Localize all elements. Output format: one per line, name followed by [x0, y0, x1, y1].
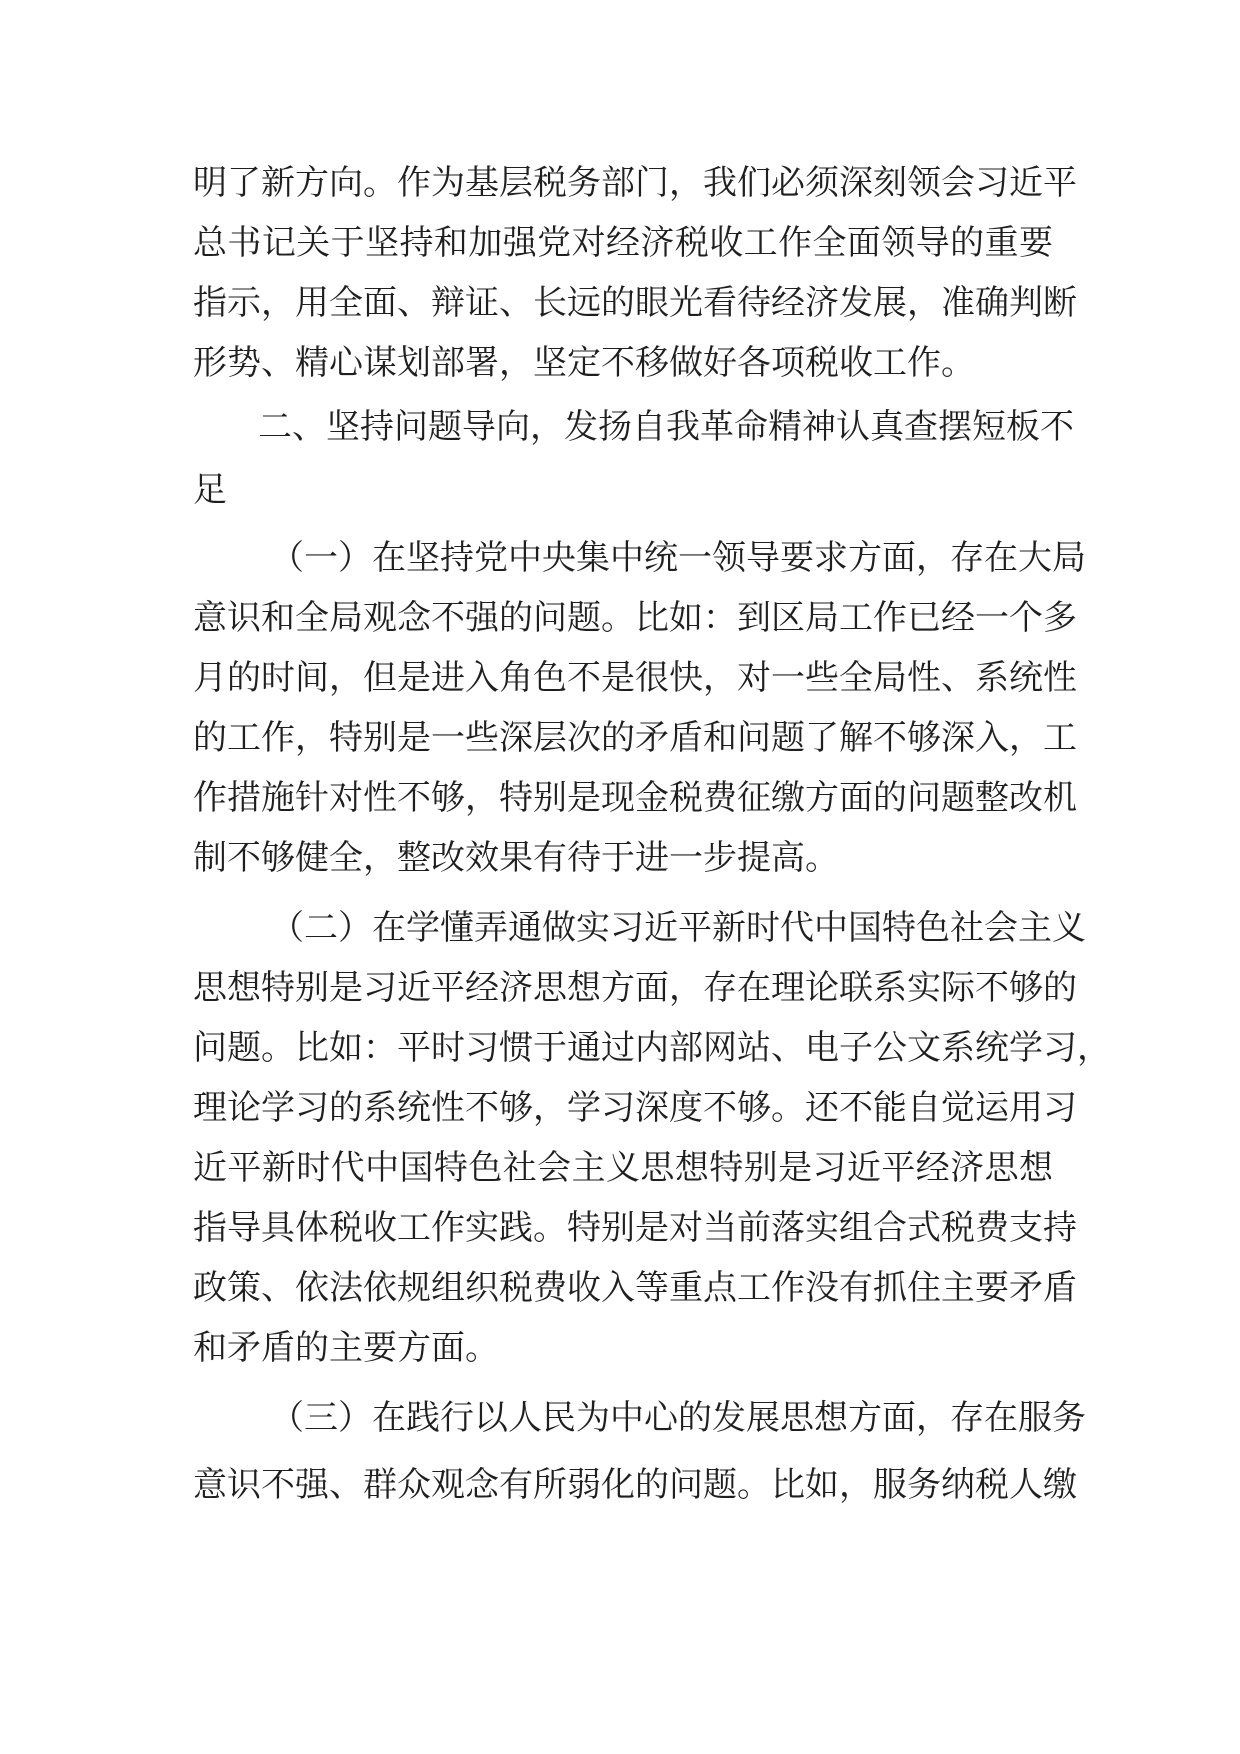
text-line: 总书记关于坚持和加强党对经济税收工作全面领导的重要: [193, 223, 1053, 263]
text-line: 指示，用全面、辩证、长远的眼光看待经济发展，准确判断: [193, 283, 1077, 323]
text-line: 和矛盾的主要方面。: [193, 1328, 499, 1368]
text-line: 的工作，特别是一些深层次的矛盾和问题了解不够深入，工: [193, 718, 1077, 758]
text-line: 意识不强、群众观念有所弱化的问题。比如，服务纳税人缴: [193, 1465, 1077, 1505]
text-line: 政策、依法依规组织税费收入等重点工作没有抓住主要矛盾: [193, 1268, 1077, 1308]
text-line: 意识和全局观念不强的问题。比如：到区局工作已经一个多: [193, 598, 1077, 638]
text-line: 明了新方向。作为基层税务部门，我们必须深刻领会习近平: [193, 163, 1077, 203]
text-line: 月的时间，但是进入角色不是很快，对一些全局性、系统性: [193, 658, 1077, 698]
paragraph-start: （一）在坚持党中央集中统一领导要求方面，存在大局: [270, 538, 1086, 578]
paragraph-start: （三）在践行以人民为中心的发展思想方面，存在服务: [270, 1398, 1086, 1438]
paragraph-start: （二）在学懂弄通做实习近平新时代中国特色社会主义: [270, 908, 1086, 948]
section-heading: 二、坚持问题导向，发扬自我革命精神认真查摆短板不: [258, 407, 1074, 447]
text-line: 问题。比如：平时习惯于通过内部网站、电子公文系统学习，: [193, 1028, 1111, 1068]
text-line: 制不够健全，整改效果有待于进一步提高。: [193, 838, 839, 878]
text-line: 指导具体税收工作实践。特别是对当前落实组合式税费支持: [193, 1208, 1077, 1248]
section-heading-continuation: 足: [193, 470, 227, 510]
text-line: 理论学习的系统性不够，学习深度不够。还不能自觉运用习: [193, 1088, 1077, 1128]
text-line: 思想特别是习近平经济思想方面，存在理论联系实际不够的: [193, 968, 1077, 1008]
text-line: 形势、精心谋划部署，坚定不移做好各项税收工作。: [193, 343, 975, 383]
text-line: 近平新时代中国特色社会主义思想特别是习近平经济思想: [193, 1148, 1053, 1188]
text-line: 作措施针对性不够，特别是现金税费征缴方面的问题整改机: [193, 778, 1077, 818]
